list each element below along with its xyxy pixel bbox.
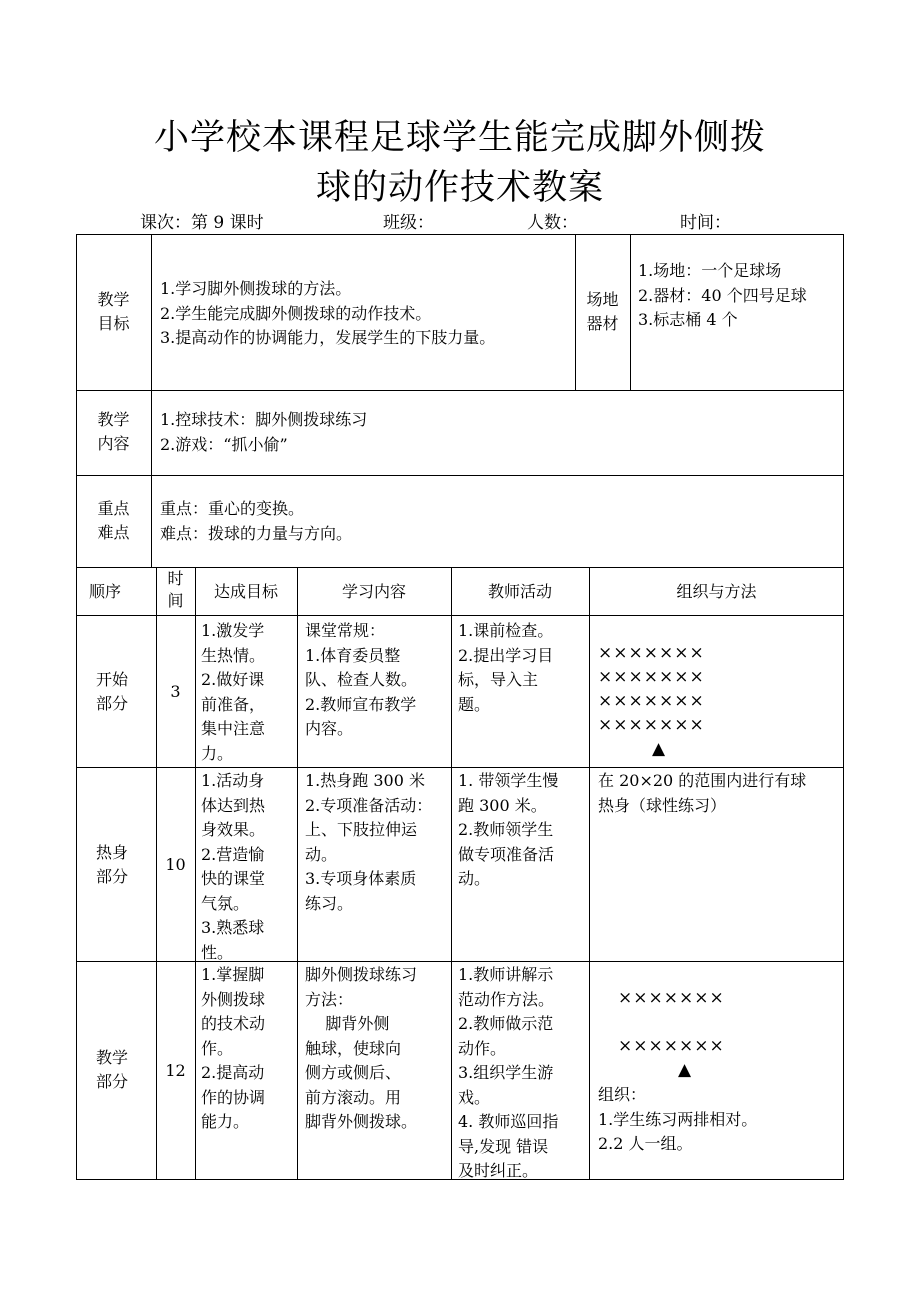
text-line: 1.学生练习两排相对。 <box>598 1109 758 1129</box>
method-cell <box>598 769 806 818</box>
text-line: 2.提高动 <box>201 1063 265 1082</box>
text-line: 动。 <box>458 869 491 888</box>
text-line: 1.热身跑 300 米 <box>305 771 425 790</box>
text-line: 2.教师宣布教学 <box>305 694 417 714</box>
divider <box>451 567 452 1180</box>
goal-cell <box>201 619 265 766</box>
header-time <box>156 568 195 612</box>
content-item: 2.游戏：“抓小偷” <box>160 434 288 454</box>
label-line: 开始 <box>95 670 128 689</box>
text-line: 前方滚动。用 <box>305 1087 402 1107</box>
label-line: 间 <box>167 591 184 610</box>
text-line: 戏。 <box>458 1087 491 1107</box>
learning-cell <box>305 963 417 1135</box>
text-line: 2.教师领学生 <box>458 820 554 839</box>
text-line: 课堂常规： <box>305 621 386 640</box>
teacher-triangle-icon: ▲ <box>678 1060 693 1080</box>
text-line: 2.提出学习目 <box>458 645 554 665</box>
text-line: 脚外侧拨球练习 <box>305 965 418 984</box>
student-count-field: 人数： <box>527 213 578 233</box>
section-label <box>76 668 148 716</box>
content-item: 1.控球技术：脚外侧拨球练习 <box>160 410 368 429</box>
text-line: 1.课前检查。 <box>458 621 554 640</box>
text-line: 在 20×20 的范围内进行有球 <box>598 771 807 790</box>
text-line: 上、下肢拉伸运 <box>305 820 418 839</box>
section-minutes: 10 <box>165 855 186 874</box>
divider <box>76 961 844 962</box>
text-line: 作的协调 <box>201 1087 266 1107</box>
keypoints-list <box>160 497 352 546</box>
header-method: 组织与方法 <box>676 582 757 601</box>
text-line: 体达到热 <box>201 795 266 815</box>
divider <box>151 234 152 567</box>
text-line: 1.体育委员整 <box>305 645 401 665</box>
label-line: 重点 <box>97 499 130 518</box>
label-line: 时 <box>167 569 184 588</box>
text-line: 脚背外侧 <box>305 1014 390 1033</box>
formation-row: ××××××× <box>618 1036 725 1056</box>
learning-cell <box>305 619 417 742</box>
text-line: 4. 教师巡回指 <box>458 1112 559 1131</box>
section-minutes: 12 <box>165 1061 186 1080</box>
time-field: 时间： <box>680 213 731 233</box>
objective-item: 3.提高动作的协调能力，发展学生的下肢力量。 <box>160 328 496 347</box>
text-line: 3.组织学生游 <box>458 1063 554 1082</box>
text-line: 生热情。 <box>201 645 266 665</box>
formation-row: ××××××× <box>598 691 705 711</box>
text-line: 导,发现 错误 <box>458 1136 549 1156</box>
text-line: 1.教师讲解示 <box>458 965 554 984</box>
venue-label <box>575 288 630 336</box>
formation-row: ××××××× <box>618 988 725 1008</box>
text-line: 跑 300 米。 <box>458 795 547 815</box>
venue-item: 1.场地：一个足球场 <box>638 261 782 280</box>
divider <box>297 567 298 1180</box>
keypoint-item: 重点：重心的变换。 <box>160 499 305 518</box>
venue-item: 2.器材：40 个四号足球 <box>638 285 807 305</box>
text-line: 2.2 人一组。 <box>598 1134 693 1153</box>
header-goal: 达成目标 <box>213 582 278 601</box>
keypoint-item: 难点：拨球的力量与方向。 <box>160 523 353 543</box>
text-line: 做专项准备活 <box>458 844 555 864</box>
page-title-line-2: 球的动作技术教案 <box>315 168 604 208</box>
lesson-number: 课次：第 9 课时 <box>140 213 264 233</box>
label-line: 教学 <box>97 410 130 429</box>
text-line: 触球，使球向 <box>305 1038 402 1058</box>
text-line: 的技术动 <box>201 1014 266 1033</box>
text-line: 1. 带领学生慢 <box>458 771 559 790</box>
label-line: 教学 <box>95 1048 128 1067</box>
page-title-line-1: 小学校本课程足球学生能完成脚外侧拨 <box>153 118 766 158</box>
learning-cell <box>305 769 432 916</box>
objective-item: 2.学生能完成脚外侧拨球的动作技术。 <box>160 303 432 323</box>
text-line: 快的课堂 <box>201 869 266 888</box>
label-line: 热身 <box>95 843 128 862</box>
section-label <box>76 1046 148 1094</box>
label-line: 教学 <box>97 290 130 309</box>
venue-item: 3.标志桶 4 个 <box>638 310 738 329</box>
teacher-cell <box>458 769 558 892</box>
text-line: 3.熟悉球 <box>201 918 265 937</box>
text-line: 2.教师做示范 <box>458 1014 554 1033</box>
label-line: 场地 <box>586 290 619 309</box>
objectives-label <box>76 288 151 336</box>
section-label <box>76 841 148 889</box>
text-line: 外侧拨球 <box>201 989 266 1009</box>
goal-cell <box>201 963 265 1135</box>
objective-item: 1.学习脚外侧拨球的方法。 <box>160 279 352 298</box>
teacher-cell <box>458 619 553 717</box>
text-line: 脚背外侧拨球。 <box>305 1112 418 1131</box>
divider <box>76 475 844 476</box>
teacher-triangle-icon: ▲ <box>652 739 667 759</box>
formation-diagram <box>598 641 705 761</box>
label-line: 部分 <box>95 694 128 713</box>
header-learning: 学习内容 <box>341 582 406 601</box>
text-line: 力。 <box>201 743 234 763</box>
text-line: 1.活动身 <box>201 771 265 790</box>
text-line: 及时纠正。 <box>458 1161 539 1180</box>
text-line: 能力。 <box>201 1112 250 1131</box>
objectives-list <box>160 277 495 351</box>
text-line: 动。 <box>305 844 338 864</box>
text-line: 队、检查人数。 <box>305 670 418 689</box>
content-label <box>76 408 151 456</box>
divider <box>76 767 844 768</box>
text-line: 作。 <box>201 1038 234 1058</box>
text-line: 动作。 <box>458 1038 507 1058</box>
text-line: 组织： <box>598 1085 647 1104</box>
text-line: 方法： <box>305 989 354 1009</box>
header-teacher: 教师活动 <box>487 582 552 601</box>
text-line: 范动作方法。 <box>458 989 555 1009</box>
text-line: 身效果。 <box>201 820 266 839</box>
divider <box>589 567 590 1180</box>
method-cell <box>598 1083 757 1157</box>
text-line: 侧方或侧后、 <box>305 1063 402 1082</box>
goal-cell <box>201 769 265 965</box>
label-line: 部分 <box>95 867 128 886</box>
text-line: 性。 <box>201 942 234 962</box>
formation-row: ××××××× <box>598 643 705 663</box>
text-line: 内容。 <box>305 719 354 738</box>
text-line: 集中注意 <box>201 719 266 738</box>
text-line: 1.掌握脚 <box>201 965 265 984</box>
divider <box>76 615 844 616</box>
text-line: 2.做好课 <box>201 670 265 689</box>
label-line: 器材 <box>586 314 619 333</box>
text-line: 练习。 <box>305 893 354 913</box>
text-line: 气氛。 <box>201 893 250 913</box>
text-line: 1.激发学 <box>201 621 265 640</box>
section-minutes: 3 <box>170 682 181 701</box>
label-line: 难点 <box>97 523 130 542</box>
divider <box>195 567 196 1180</box>
label-line: 内容 <box>97 434 130 453</box>
teacher-cell <box>458 963 558 1184</box>
formation-row: ××××××× <box>598 715 705 735</box>
label-line: 目标 <box>97 314 130 333</box>
divider <box>76 390 844 391</box>
text-line: 标，导入主 <box>458 670 539 689</box>
text-line: 2.营造愉 <box>201 844 265 864</box>
label-line: 部分 <box>95 1072 128 1091</box>
text-line: 前准备， <box>201 694 266 714</box>
formation-diagram <box>598 986 725 1082</box>
venue-equipment-list <box>638 259 807 333</box>
header-order: 顺序 <box>88 582 121 601</box>
content-list <box>160 408 367 457</box>
class-field: 班级： <box>383 213 434 233</box>
text-line: 2.专项准备活动： <box>305 795 433 815</box>
divider <box>630 234 631 390</box>
formation-row: ××××××× <box>598 667 705 687</box>
text-line: 热身（球性练习） <box>598 795 727 815</box>
text-line: 题。 <box>458 694 491 714</box>
text-line: 3.专项身体素质 <box>305 869 417 888</box>
keypoints-label <box>76 497 151 545</box>
